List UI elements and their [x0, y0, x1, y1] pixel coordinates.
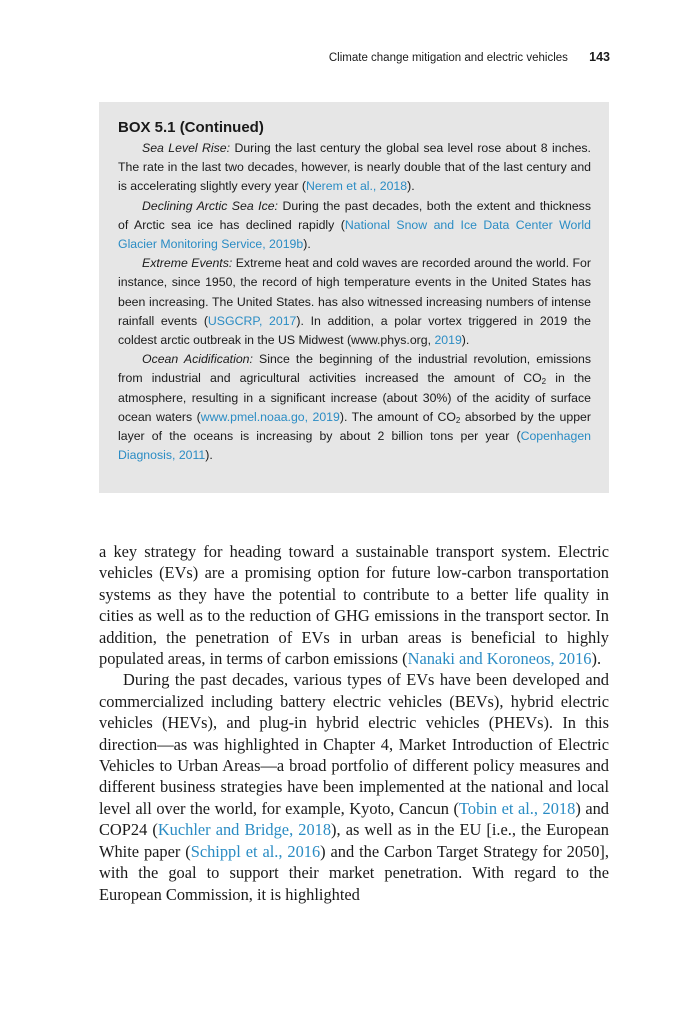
page-number: 143 — [589, 50, 610, 64]
body-paragraph: During the past decades, various types of EVs have been developed and commercialized including battery electric vehicles (BEVs), hybrid electric vehicles (HEVs), and plug-in hybrid electric vehicles (PHEVs). In this direction—as was highlighted in Chapter 4, Market Introduction of Electric Vehicles to Urban Areas—a broad portfolio of different policy measures and different business strategies have been implemented at the national and local level all over the world, for example, Kyoto, Cancun (Tobin et al., 2018) and COP24 (Kuchler and Bridge, 2018), as well as in the EU [i.e., the European White paper (Schippl et al., 2016) and the Carbon Target Strategy for 2050], with the goal to support their market penetration. With regard to the European Commission, it is highlighted — [99, 670, 609, 904]
box-5-1 — [99, 102, 609, 493]
citation-link[interactable]: USGCRP, 2017 — [207, 313, 297, 328]
box-lead: Extreme Events: — [142, 256, 233, 271]
box-paragraph-sea-level: Sea Level Rise: During the last century the global sea level rose about 8 inches. The rate in the last two decades, however, is nearly double that of the last century and is accelerating slightly every year (Nerem et al., 2018). — [118, 141, 591, 194]
running-title: Climate change mitigation and electric vehicles — [328, 52, 568, 64]
box-paragraph-ocean-acidification: Ocean Acidification: Since the beginning of the industrial revolution, emissions from industrial and agricultural activities increased the amount of $CO_2$ in the atmosphere, resulting in a significant increase (about 30%) of the acidity of surface ocean waters (www.pmel.noaa.go, 2019). The amount of $CO_2$ absorbed by the upper layer of the oceans is increasing by about 2 billion tons per year (Copenhagen Diagnosis, 2011). — [118, 352, 591, 463]
citation-link[interactable]: www.pmel.noaa.go, 2019 — [200, 409, 340, 424]
citation-link[interactable]: 2019 — [434, 333, 462, 348]
box-lead: Declining Arctic Sea Ice: — [142, 198, 278, 213]
citation-link[interactable]: Copenhagen Diagnosis, 2011 — [118, 429, 591, 463]
citation-link[interactable]: Schippl et al., 2016 — [190, 841, 321, 861]
running-header — [0, 50, 610, 64]
citation-link[interactable]: Nerem et al., 2018 — [305, 179, 408, 194]
box-paragraph-extreme-events: Extreme Events: Extreme heat and cold waves are recorded around the world. For instance, since 1950, the record of high temperature events in the United States has been increasing. The United States. has also witnessed increasing numbers of intense rainfall events (USGCRP, 2017). In addition, a polar vortex triggered in 2019 the coldest arctic outbreak in the US Midwest (www.phys.org, 2019). — [118, 256, 592, 348]
box-lead: Ocean Acidification: — [142, 352, 253, 367]
box-lead: Sea Level Rise: — [142, 141, 231, 155]
box-title: BOX 5.1 (Continued) — [118, 119, 264, 136]
body-text — [99, 541, 609, 905]
citation-link[interactable]: Nanaki and Koroneos, 2016 — [407, 649, 592, 669]
body-paragraph: a key strategy for heading toward a sustainable transport system. Electric vehicles (EVs) are a promising option for future low-carbon transportation systems as they have the potential to contribute to a better life quality in cities as well as to the reduction of GHG emissions in the transport sector. In addition, the penetration of EVs in urban areas is beneficial to highly populated areas, in terms of carbon emissions (Nanaki and Koroneos, 2016). — [99, 542, 609, 669]
citation-link[interactable]: Tobin et al., 2018 — [459, 798, 576, 818]
citation-link[interactable]: National Snow and Ice Data Center World Glacier Monitoring Service, 2019b — [118, 217, 591, 252]
citation-link[interactable]: Kuchler and Bridge, 2018 — [157, 820, 332, 840]
box-paragraph-arctic-ice: Declining Arctic Sea Ice: During the past decades, both the extent and thickness of Arctic sea ice has declined rapidly (National Snow and Ice Data Center World Glacier Monitoring Service, 2019b). — [118, 198, 591, 252]
